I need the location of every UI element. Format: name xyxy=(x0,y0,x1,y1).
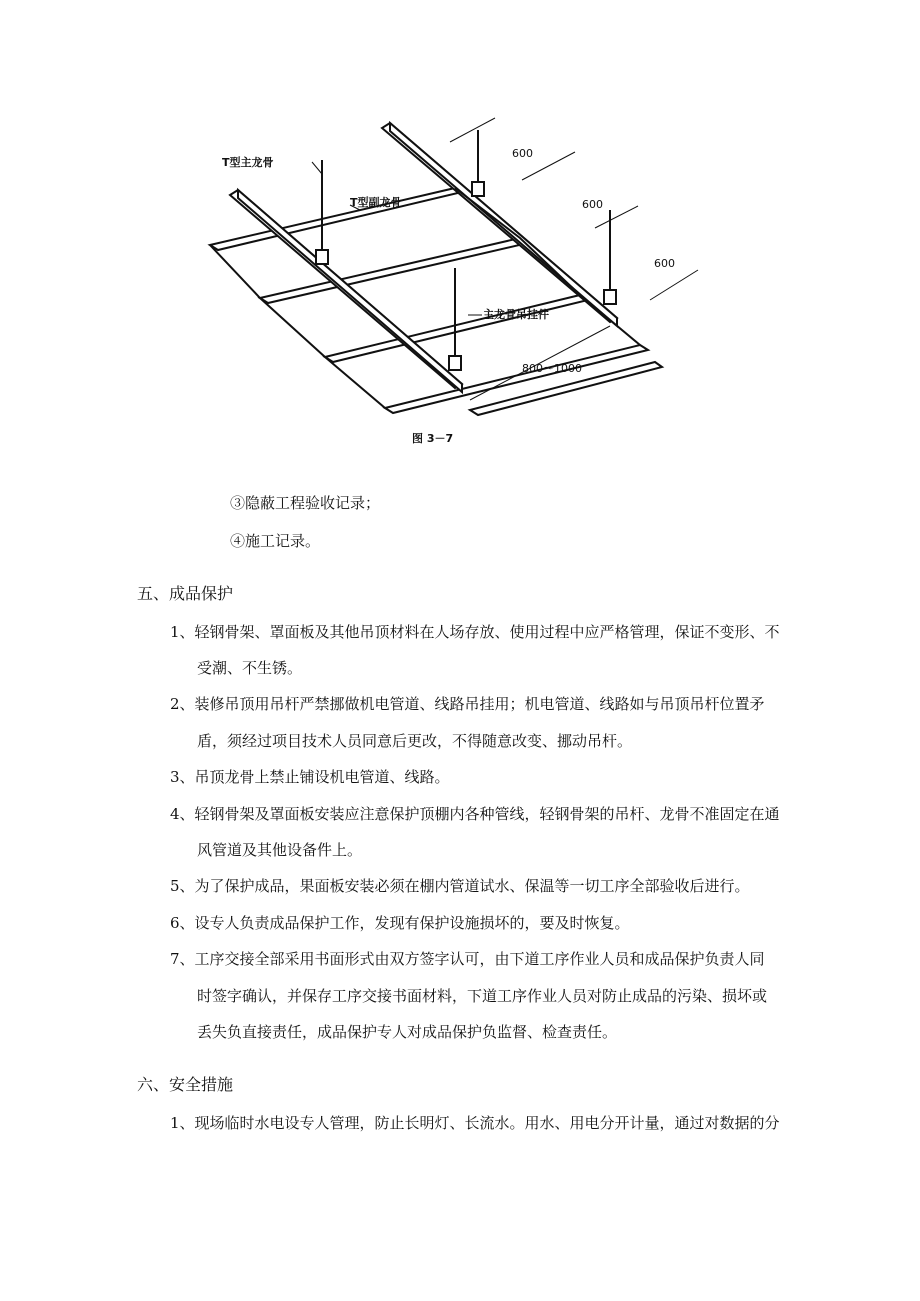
main-keel xyxy=(238,190,462,392)
dim-600-1: 600 xyxy=(512,147,533,160)
leader-line xyxy=(312,162,322,174)
list-item xyxy=(170,767,450,787)
label-main-keel: T型主龙骨 xyxy=(222,156,274,169)
item-number: 1、 xyxy=(170,623,195,641)
record-item: ④施工记录。 xyxy=(230,532,321,550)
item-text: 吊顶龙骨上禁止铺设机电管道、线路。 xyxy=(194,768,450,786)
list-item xyxy=(170,1113,780,1133)
item-number: 7、 xyxy=(170,950,195,968)
item-continuation: 盾，须经过项目技术人员同意后更改，不得随意改变、挪动吊杆。 xyxy=(197,732,633,750)
label-hanger: 主龙骨吊挂件 xyxy=(483,308,549,321)
item-number: 3、 xyxy=(170,768,195,786)
item-continuation: 风管道及其他设备件上。 xyxy=(197,841,363,859)
section-heading: 六、安全措施 xyxy=(137,1075,234,1094)
item-number: 5、 xyxy=(170,877,195,895)
item-number: 1、 xyxy=(170,1114,195,1132)
item-text: 为了保护成品，果面板安装必须在棚内管道试水、保温等一切工序全部验收后进行。 xyxy=(194,877,750,895)
item-number: 4、 xyxy=(170,805,195,823)
item-continuation: 时签字确认，并保存工序交接书面材料，下道工序作业人员对防止成品的污染、损坏或 xyxy=(197,987,768,1005)
item-text: 设专人负责成品保护工作，发现有保护设施损坏的，要及时恢复。 xyxy=(194,914,630,932)
list-item xyxy=(170,876,750,896)
item-continuation: 丢失负直接责任，成品保护专人对成品保护负监督、检查责任。 xyxy=(197,1023,618,1041)
item-text: 工序交接全部采用书面形式由双方签字认可，由下道工序作业人员和成品保护负责人同 xyxy=(194,950,765,968)
ceiling-grid-figure xyxy=(200,110,700,460)
item-text: 现场临时水电设专人管理，防止长明灯、长流水。用水、用电分开计量，通过对数据的分 xyxy=(194,1114,780,1132)
hanger-clip xyxy=(472,182,484,196)
item-number: 6、 xyxy=(170,914,195,932)
list-item xyxy=(170,804,780,824)
record-item: ③隐蔽工程验收记录； xyxy=(230,494,381,512)
list-item xyxy=(170,694,765,714)
dim-span: 800～1000 xyxy=(522,362,582,375)
item-text: 装修吊顶用吊杆严禁挪做机电管道、线路吊挂用；机电管道、线路如与吊顶吊杆位置矛 xyxy=(194,695,765,713)
section-heading: 五、成品保护 xyxy=(137,584,234,603)
figure-caption: 图 3－7 xyxy=(412,432,454,445)
frame-edge xyxy=(210,245,385,408)
list-item xyxy=(170,949,765,969)
hanger-clip xyxy=(316,250,328,264)
label-sub-keel: T型副龙骨 xyxy=(350,196,402,209)
item-text: 轻钢骨架、罩面板及其他吊顶材料在人场存放、使用过程中应严格管理，保证不变形、不 xyxy=(194,623,780,641)
dim-line xyxy=(450,118,495,142)
item-text: 轻钢骨架及罩面板安装应注意保护顶棚内各种管线，轻钢骨架的吊杆、龙骨不准固定在通 xyxy=(194,805,780,823)
ceiling-grid-drawing xyxy=(200,110,700,460)
list-item xyxy=(170,913,630,933)
hanger-clip xyxy=(449,356,461,370)
list-item xyxy=(170,622,780,642)
dim-line xyxy=(650,270,698,300)
dim-600-2: 600 xyxy=(582,198,603,211)
item-number: 2、 xyxy=(170,695,195,713)
hanger-clip xyxy=(604,290,616,304)
item-continuation: 受潮、不生锈。 xyxy=(197,659,303,677)
dim-600-3: 600 xyxy=(654,257,675,270)
